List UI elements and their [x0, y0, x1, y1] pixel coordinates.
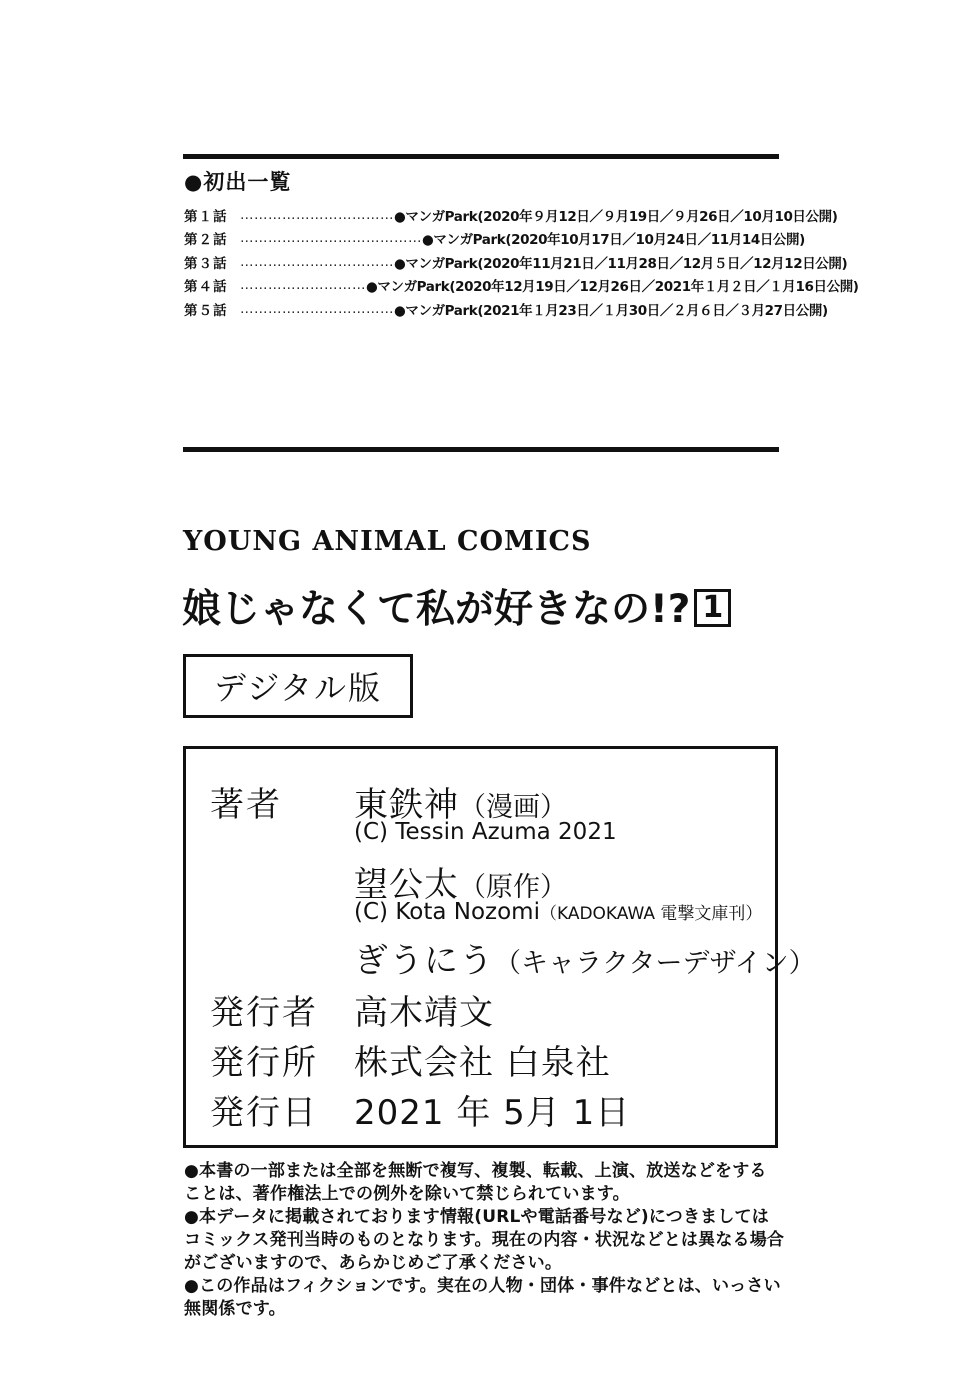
serialization-row [184, 297, 828, 321]
serialization-row [184, 203, 838, 227]
leader-dots: …………………………… [240, 253, 394, 270]
leader-dots: …………………………… [240, 206, 394, 223]
artist-copyright: (C) Tessin Azuma 2021 [354, 819, 617, 845]
fiction-disclaimer: ●この作品はフィクションです。実在の人物・団体・事件などとは、いっさい 無関係です。 [184, 1276, 781, 1319]
credits-box [183, 746, 816, 1148]
publisher-person-label: 発行者 [210, 993, 318, 1033]
designer-credit [354, 933, 816, 982]
book-title-line [182, 578, 731, 634]
serialization-row [184, 227, 805, 251]
volume-number: 1 [694, 589, 731, 627]
publisher-person: 高木靖文 [354, 993, 494, 1033]
serialization-row [184, 274, 859, 298]
book-title: 娘じゃなくて私が好きなの!? [182, 587, 691, 632]
serialization-heading: ●初出一覧 [184, 170, 292, 194]
episode-label: 第２話 [184, 232, 228, 249]
top-divider [183, 154, 779, 159]
edition-badge [183, 654, 413, 718]
series-label: YOUNG ANIMAL COMICS [183, 526, 592, 557]
designer-name: ぎうにう [354, 941, 494, 981]
designer-role: （キャラクターデザイン） [494, 948, 816, 979]
artist-role: （漫画） [459, 792, 567, 823]
publication-info: ●マンガPark(2021年１月23日／１月30日／２月６日／３月27日公開) [394, 302, 828, 319]
artist-name: 東鉄神 [354, 785, 459, 825]
writer-role: （原作） [459, 872, 567, 903]
leader-dots: ………………………………… [240, 230, 422, 247]
publish-date-label: 発行日 [210, 1093, 318, 1133]
episode-label: 第１話 [184, 208, 228, 225]
writer-copyright-line [354, 899, 762, 925]
publisher-company-label: 発行所 [210, 1043, 318, 1083]
publisher-company: 株式会社 白泉社 [354, 1043, 611, 1083]
writer-name: 望公太 [354, 865, 459, 905]
publication-info: ●マンガPark(2020年９月12日／９月19日／９月26日／10月10日公開) [394, 208, 838, 225]
publication-info: ●マンガPark(2020年11月21日／11月28日／12月５日／12月12日公開) [394, 255, 848, 272]
author-label: 著者 [210, 785, 282, 825]
leader-dots: …………………………… [240, 300, 394, 317]
publication-info: ●マンガPark(2020年12月19日／12月26日／2021年１月２日／１月16日公開) [366, 279, 859, 296]
episode-label: 第５話 [184, 302, 228, 319]
episode-label: 第３話 [184, 255, 228, 272]
leader-dots: ……………………… [240, 277, 366, 294]
copyright-notice: ●本書の一部または全部を無断で複写、複製、転載、上演、放送などをする ことは、著作権法上での例外を除いて禁じられています。 [184, 1161, 767, 1204]
serialization-row [184, 250, 848, 274]
publication-info: ●マンガPark(2020年10月17日／10月24日／11月14日公開) [422, 232, 805, 249]
middle-divider [183, 447, 779, 452]
publish-date: 2021 年 5月 1日 [354, 1093, 631, 1133]
episode-label: 第４話 [184, 279, 228, 296]
edition-label: デジタル版 [213, 669, 383, 707]
writer-publisher: （KADOKAWA 電撃文庫刊） [539, 904, 763, 924]
serialization-list [184, 203, 859, 321]
legal-notes [184, 1160, 794, 1321]
writer-copyright: (C) Kota Nozomi [354, 899, 540, 925]
information-notice: ●本データに掲載されております情報(URLや電話番号など)につきましては コミックス発刊当時のものとなります。現在の内容・状況などとは異なる場合 がございますので、あらかじめご了承ください。 [184, 1207, 785, 1273]
